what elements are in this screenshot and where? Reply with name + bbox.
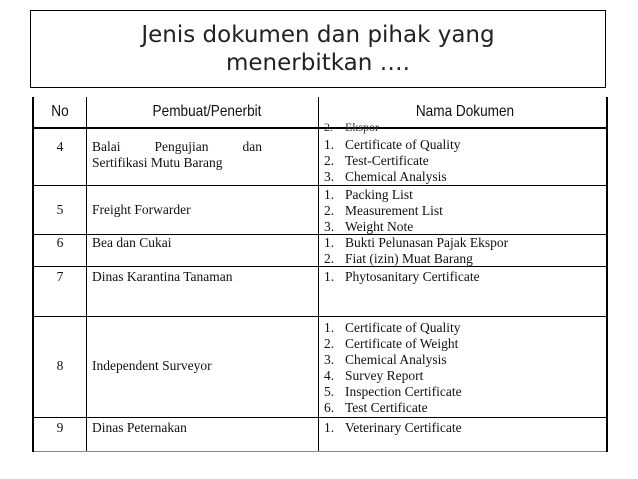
row-documents: 1. Bukti Pelunasan Pajak Ekspor 2. Fiat (izin) Muat Barang: [324, 235, 509, 266]
header-issuer: Pembuat/Penerbit: [152, 103, 262, 120]
row-issuer: Dinas Karantina Tanaman: [92, 269, 233, 284]
table-row: [34, 267, 606, 317]
row-number: 5: [56, 202, 64, 217]
table-row: [34, 186, 606, 235]
row-number: 8: [56, 358, 64, 373]
row-number: 9: [56, 420, 64, 435]
column-divider: [318, 97, 319, 452]
cut-off-row-text: 2. Ekspor: [324, 120, 379, 134]
row-documents: 1. Veterinary Certificate: [324, 420, 462, 435]
row-number: 7: [56, 269, 64, 284]
row-issuer: Freight Forwarder: [92, 202, 191, 217]
row-issuer: Dinas Peternakan: [92, 420, 187, 435]
row-number: 6: [56, 235, 64, 250]
header-no: No: [51, 103, 69, 120]
table-header: [34, 97, 606, 129]
column-divider: [86, 97, 87, 452]
row-number: 4: [56, 139, 64, 154]
header-documents: Nama Dokumen: [415, 103, 515, 120]
table-row: [34, 418, 606, 452]
slide-title-line2: menerbitkan ….: [226, 50, 410, 76]
slide-title-line1: Jenis dokumen dan pihak yang: [141, 22, 495, 48]
row-issuer: Bea dan Cukai: [92, 235, 172, 250]
row-documents: 1. Certificate of Quality 2. Test-Certificate 3. Chemical Analysis: [324, 137, 461, 184]
document-table: [32, 97, 608, 452]
row-documents: 1. Phytosanitary Certificate: [324, 269, 480, 284]
table-row: [34, 317, 606, 418]
row-issuer: Balai Pengujian dan Sertifikasi Mutu Barang: [92, 139, 262, 170]
table-row: [34, 133, 606, 186]
row-documents: 1. Certificate of Quality 2. Certificate of Weight 3. Chemical Analysis 4. Survey Report 5. Inspection Certificate 6. Test Certificate: [324, 320, 462, 415]
table-row: [34, 235, 606, 267]
row-documents: 1. Packing List 2. Measurement List 3. Weight Note: [324, 187, 443, 234]
row-issuer: Independent Surveyor: [92, 358, 212, 373]
slide-title: [30, 10, 606, 88]
